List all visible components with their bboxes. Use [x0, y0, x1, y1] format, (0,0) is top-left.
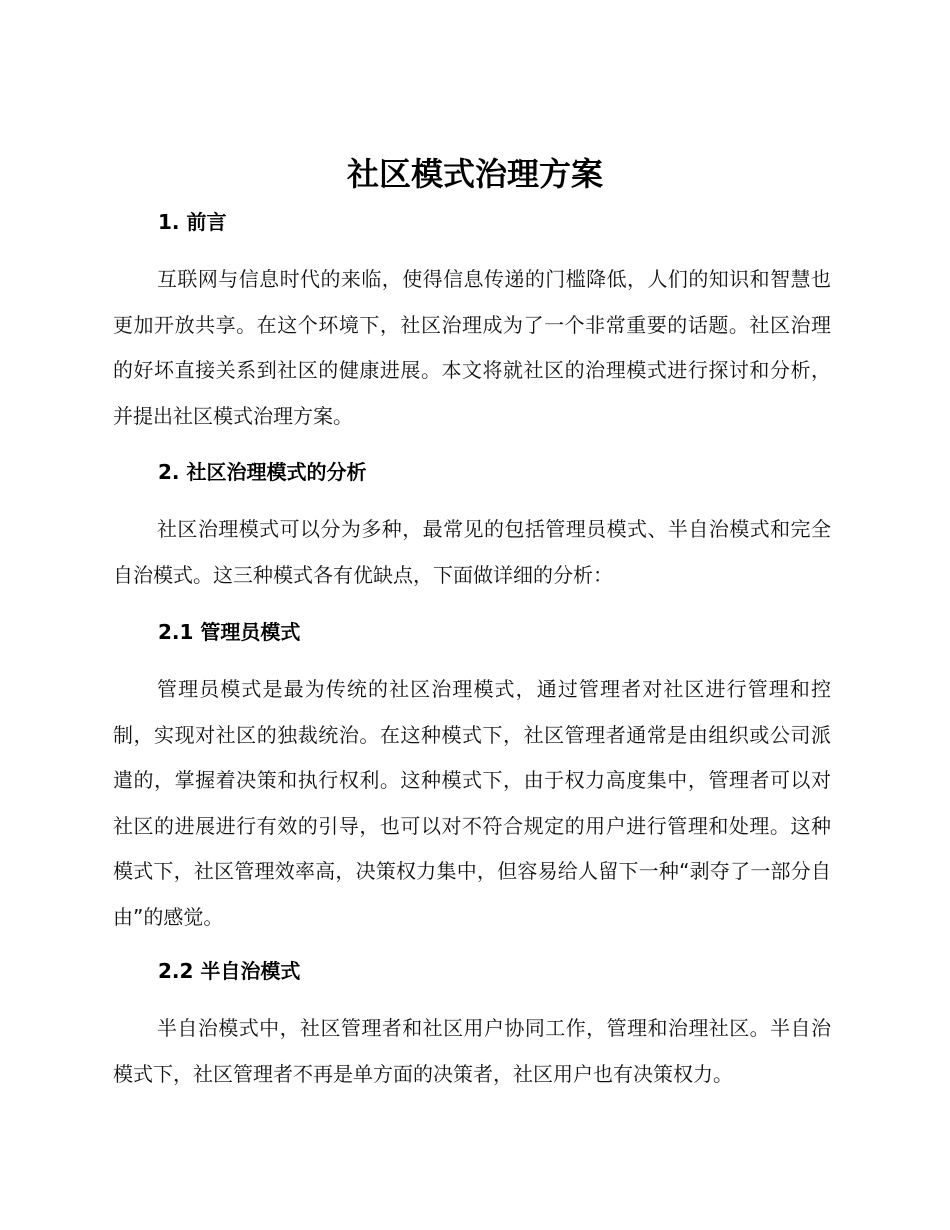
section-paragraph-semi-autonomous-mode: 半自治模式中，社区管理者和社区用户协同工作，管理和治理社区。半自治模式下，社区管理者不再是单方面的决策者，社区用户也有决策权力。 — [113, 1016, 831, 1086]
section-paragraph-preface: 互联网与信息时代的来临，使得信息传递的门槛降低，人们的知识和智慧也更加开放共享。在这个环境下，社区治理成为了一个非常重要的话题。社区治理的好坏直接关系到社区的健康进展。本文将就社区的治理模式进行探讨和分析，并提出社区模式治理方案。 — [113, 267, 831, 428]
section-heading-semi-autonomous-mode: 2.2 半自治模式 — [158, 959, 301, 983]
section-paragraph-admin-mode: 管理员模式是最为传统的社区治理模式，通过管理者对社区进行管理和控制，实现对社区的独裁统治。在这种模式下，社区管理者通常是由组织或公司派遣的，掌握着决策和执行权利。这种模式下，由于权力高度集中，管理者可以对社区的进展进行有效的引导，也可以对不符合规定的用户进行管理和处理。这种模式下，社区管理效率高，决策权力集中，但容易给人留下一种“剥夺了一部分自由”的感觉。 — [113, 677, 831, 929]
section-heading-governance-analysis: 2. 社区治理模式的分析 — [158, 460, 367, 484]
section-heading-preface: 1. 前言 — [158, 210, 227, 234]
document-title: 社区模式治理方案 — [346, 155, 603, 193]
section-paragraph-governance-analysis: 社区治理模式可以分为多种，最常见的包括管理员模式、半自治模式和完全自治模式。这三种模式各有优缺点，下面做详细的分析： — [113, 517, 831, 587]
section-heading-admin-mode: 2.1 管理员模式 — [158, 620, 301, 644]
